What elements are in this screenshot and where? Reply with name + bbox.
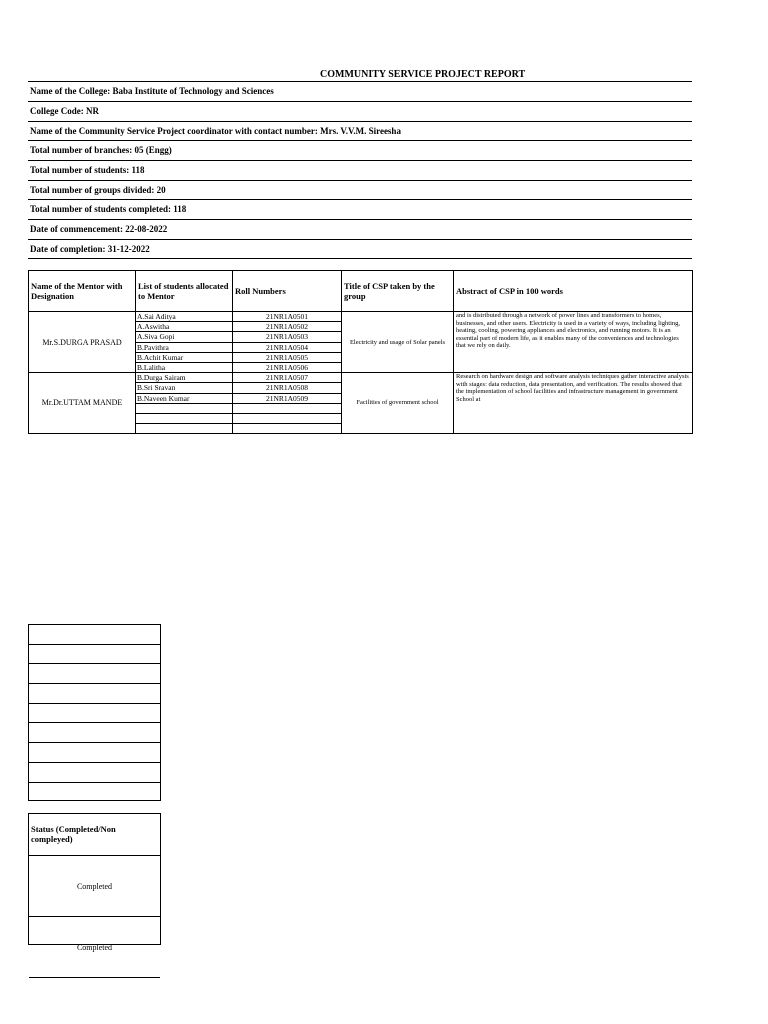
table-row	[29, 312, 693, 322]
student-name: B.Pavithra	[136, 342, 233, 352]
info-divider	[28, 258, 692, 259]
roll-number: 21NR1A0507	[233, 373, 342, 383]
roll-number: 21NR1A0508	[233, 383, 342, 393]
grid-cell	[28, 762, 161, 782]
grid-cell	[28, 683, 161, 703]
roll-number	[233, 403, 342, 413]
roll-number: 21NR1A0501	[233, 312, 342, 322]
info-college-code: College Code: NR	[28, 101, 692, 121]
grid-cell	[28, 722, 161, 742]
student-name: A.Siva Gopi	[136, 332, 233, 342]
student-name	[136, 403, 233, 413]
mentor-name: Mr.Dr.UTTAM MANDE	[29, 373, 136, 434]
roll-number: 21NR1A0509	[233, 393, 342, 403]
student-name: B.Naveen Kumar	[136, 393, 233, 403]
grid-cell	[28, 663, 161, 683]
header-mentor: Name of the Mentor with Designation	[29, 271, 136, 312]
roll-number: 21NR1A0505	[233, 352, 342, 362]
roll-number	[233, 423, 342, 433]
header-students: List of students allocated to Mentor	[136, 271, 233, 312]
info-college-name: Name of the College: Baba Institute of Technology and Sciences	[28, 81, 692, 101]
info-coordinator: Name of the Community Service Project coordinator with contact number: Mrs. V.V.M. Sireesha	[28, 121, 692, 141]
student-name: B.Durga Sairam	[136, 373, 233, 383]
grid-cell	[28, 644, 161, 664]
status-table	[28, 813, 161, 952]
info-completed: Total number of students completed: 118	[28, 199, 692, 219]
student-name: A.Sai Aditya	[136, 312, 233, 322]
status-value: Completed	[29, 917, 160, 978]
csp-abstract: Research on hardware design and software analysis techniques gather interactive analysis with stages: data reduction, data presentation, and verification. The results showed that the implementation of school facilities and infrastructure management in government School at	[454, 373, 693, 434]
header-title: Title of CSP taken by the group	[342, 271, 454, 312]
grid-cell	[28, 782, 161, 802]
info-commencement: Date of commencement: 22-08-2022	[28, 219, 692, 239]
mentor-table-viewport	[0, 270, 768, 408]
mentor-table	[28, 270, 693, 434]
student-name: B.Sri Sravan	[136, 383, 233, 393]
roll-number: 21NR1A0503	[233, 332, 342, 342]
table-row	[29, 373, 693, 383]
grid-cell	[28, 742, 161, 762]
student-name: B.Achit Kumar	[136, 352, 233, 362]
grid-cell	[28, 703, 161, 723]
student-name	[136, 413, 233, 423]
status-header: Status (Completed/Non compleyed)	[29, 814, 160, 856]
info-groups: Total number of groups divided: 20	[28, 180, 692, 200]
roll-number: 21NR1A0502	[233, 322, 342, 332]
csp-title: Electricity and usage of Solar panels	[342, 312, 454, 373]
status-value: Completed	[29, 856, 160, 917]
roll-number: 21NR1A0504	[233, 342, 342, 352]
grid-cell	[28, 624, 161, 644]
roll-number: 21NR1A0506	[233, 363, 342, 373]
info-branches: Total number of branches: 05 (Engg)	[28, 140, 692, 160]
csp-title: Facilities of government school	[342, 373, 454, 434]
student-name: B.Lalitha	[136, 363, 233, 373]
info-students: Total number of students: 118	[28, 160, 692, 180]
info-completion: Date of completion: 31-12-2022	[28, 239, 692, 259]
header-abstract: Abstract of CSP in 100 words	[454, 271, 693, 312]
roll-number	[233, 413, 342, 423]
mentor-name: Mr.S.DURGA PRASAD	[29, 312, 136, 373]
table-header-row	[29, 271, 693, 312]
student-name	[136, 423, 233, 433]
report-title: COMMUNITY SERVICE PROJECT REPORT	[320, 69, 526, 80]
student-name: A.Aswitha	[136, 322, 233, 332]
header-rolls: Roll Numbers	[233, 271, 342, 312]
side-empty-grid	[28, 624, 161, 801]
csp-abstract: and is distributed through a network of power lines and transformers to homes, businesses, and other users. Electricity is used in a variety of ways, including lighting, heating, cooling, powering appliances and electronics, and running motors. It is an essential part of modern life, as it enables many of the conveniences and technologies that we rely on daily.	[454, 312, 693, 373]
